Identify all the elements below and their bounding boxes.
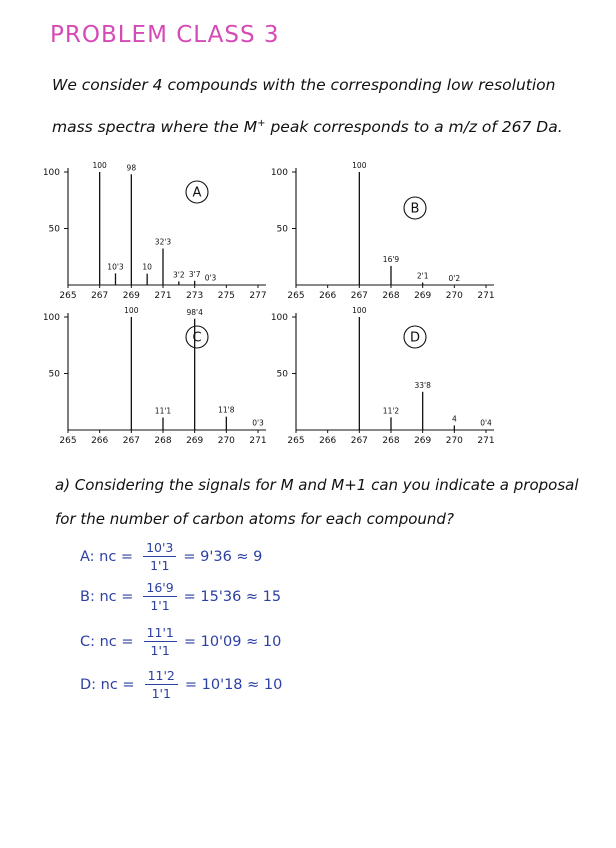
x-tick-label: 269 — [414, 436, 432, 446]
panel-label-text: D — [409, 330, 421, 346]
x-tick-label: 266 — [91, 436, 109, 446]
fraction — [143, 540, 176, 573]
answer-c — [80, 625, 281, 658]
y-tick-label: 50 — [276, 369, 288, 380]
peak-label: 33'8 — [414, 380, 431, 390]
peak-label: 16'9 — [382, 254, 400, 264]
answer-a — [80, 540, 262, 573]
x-tick-label: 265 — [287, 291, 305, 301]
numerator: 16'9 — [143, 580, 176, 597]
answer-result: = 10'18 ≈ 10 — [184, 676, 283, 693]
x-tick-label: 267 — [350, 436, 368, 446]
peak-label: 100 — [92, 161, 107, 170]
y-tick-label: 100 — [270, 168, 288, 178]
spectrum-c — [40, 305, 270, 454]
intro-line-1: We consider 4 compounds with the corresponding low resolution — [52, 76, 556, 94]
answer-d — [80, 668, 282, 701]
peak-label: 10'3 — [107, 262, 124, 272]
denominator: 1'1 — [150, 558, 170, 573]
panel-label — [404, 326, 426, 348]
peak-label: 98'4 — [186, 307, 203, 317]
x-tick-label: 270 — [445, 436, 463, 446]
y-tick-label: 100 — [270, 313, 288, 323]
peak-label: 3'7 — [188, 269, 201, 279]
answer-label: C: nc = — [80, 633, 134, 650]
numerator: 10'3 — [143, 540, 176, 557]
spectrum-a-svg — [40, 160, 270, 305]
x-tick-label: 268 — [382, 436, 400, 446]
x-tick-label: 271 — [154, 291, 172, 301]
answer-label: B: nc = — [80, 588, 134, 605]
peak-label: 11'8 — [218, 405, 235, 415]
fraction — [145, 668, 178, 701]
x-tick-label: 265 — [287, 436, 305, 446]
peaks — [124, 306, 264, 430]
x-tick-label: 275 — [217, 291, 235, 301]
fraction — [144, 625, 177, 658]
x-tick-label: 268 — [154, 436, 172, 446]
panel-label — [186, 326, 208, 348]
denominator: 1'1 — [150, 643, 170, 658]
x-tick-label: 269 — [414, 291, 432, 301]
y-tick-label: 50 — [48, 369, 60, 380]
peak-label: 11'2 — [382, 406, 400, 416]
fraction — [143, 580, 176, 613]
peak-label: 0'3 — [252, 418, 264, 428]
x-tick-label: 267 — [91, 291, 109, 301]
x-tick-label: 266 — [319, 436, 337, 446]
axes — [43, 168, 267, 301]
x-tick-label: 271 — [249, 436, 267, 446]
denominator: 1'1 — [151, 686, 171, 701]
peak-label: 10 — [142, 262, 152, 272]
x-tick-label: 277 — [249, 291, 267, 301]
x-tick-label: 265 — [59, 436, 77, 446]
intro-line-2-a: mass spectra where the M — [52, 118, 258, 137]
answer-label: A: nc = — [80, 548, 134, 565]
answer-result: = 15'36 ≈ 15 — [183, 588, 282, 605]
numerator: 11'1 — [144, 625, 177, 642]
intro-line-2-b: peak corresponds to a m/z of 267 Da. — [265, 118, 563, 137]
peak-label: 100 — [124, 306, 139, 315]
peak-label: 0'4 — [480, 418, 492, 428]
answer-result: = 10'09 ≈ 10 — [183, 633, 282, 650]
y-tick-label: 100 — [42, 168, 60, 178]
x-tick-label: 269 — [122, 291, 140, 301]
peak-label: 98 — [126, 163, 137, 173]
x-tick-label: 265 — [59, 291, 77, 301]
x-tick-label: 273 — [186, 291, 204, 301]
panel-label — [186, 181, 208, 203]
panel-label — [404, 197, 426, 219]
answer-label: D: nc = — [80, 676, 135, 693]
y-tick-label: 50 — [276, 224, 288, 235]
spectrum-d — [268, 305, 498, 454]
spectrum-a — [40, 160, 270, 309]
spectrum-d-svg — [268, 305, 498, 450]
x-tick-label: 271 — [477, 291, 495, 301]
x-tick-label: 266 — [319, 291, 337, 301]
spectrum-b-svg — [268, 160, 498, 305]
answer-b — [80, 580, 281, 613]
denominator: 1'1 — [150, 598, 170, 613]
x-tick-label: 271 — [477, 436, 495, 446]
peak-label: 11'1 — [154, 406, 172, 416]
peaks — [352, 306, 492, 430]
panel-label-text: B — [410, 201, 420, 217]
peak-label: 2'1 — [416, 271, 429, 281]
peak-label: 100 — [352, 306, 367, 315]
x-tick-label: 270 — [217, 436, 235, 446]
axes — [271, 313, 495, 446]
axes — [43, 313, 267, 446]
panel-label-text: A — [192, 185, 202, 201]
peak-label: 0'3 — [204, 273, 217, 283]
y-tick-label: 100 — [42, 313, 60, 323]
spectrum-c-svg — [40, 305, 270, 450]
answer-result: = 9'36 ≈ 9 — [183, 548, 263, 565]
page-title: PROBLEM CLASS 3 — [50, 22, 280, 48]
peak-label: 3'2 — [173, 270, 185, 280]
spectrum-b — [268, 160, 498, 309]
panel-label-text: C — [192, 330, 202, 346]
intro-line-2 — [52, 118, 563, 136]
peak-label: 4 — [451, 414, 457, 424]
x-tick-label: 267 — [350, 291, 368, 301]
x-tick-label: 268 — [382, 291, 400, 301]
axes — [271, 168, 495, 301]
peak-label: 32'3 — [154, 237, 172, 247]
peaks — [352, 161, 460, 285]
x-tick-label: 270 — [445, 291, 463, 301]
y-tick-label: 50 — [48, 224, 60, 235]
question-a: a) Considering the signals for M and M+1 can you indicate a proposal for the number of carbon atoms for each compound? — [55, 476, 579, 528]
intro-line-2-sup: + — [257, 118, 266, 129]
peak-label: 100 — [352, 161, 367, 170]
x-tick-label: 269 — [186, 436, 204, 446]
peaks — [93, 161, 217, 285]
numerator: 11'2 — [145, 668, 178, 685]
peak-label: 0'2 — [448, 273, 461, 283]
x-tick-label: 267 — [122, 436, 140, 446]
